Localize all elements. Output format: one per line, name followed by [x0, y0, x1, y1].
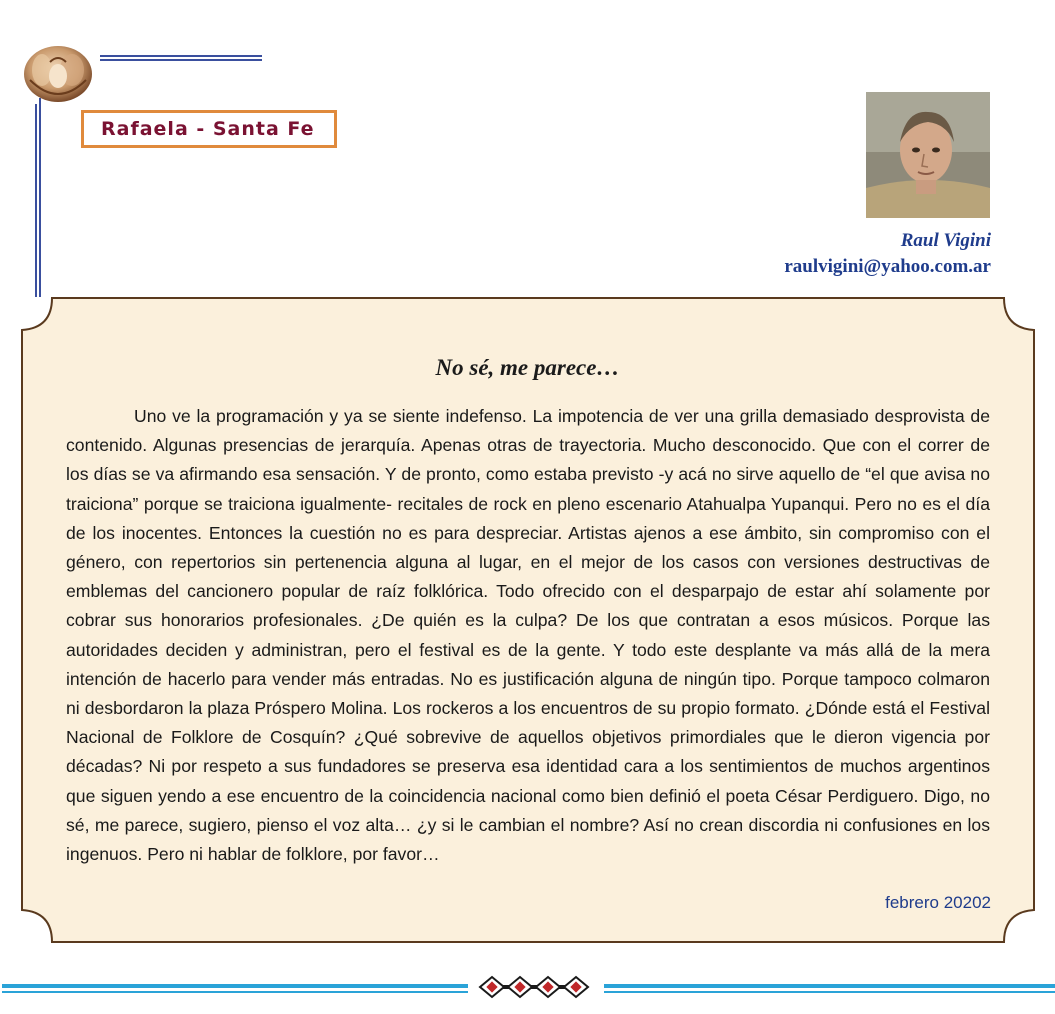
- header-rule-top: [100, 55, 262, 57]
- author-photo: [866, 92, 990, 218]
- footer-rule-left: [2, 984, 468, 988]
- guarda-ornament-icon: [478, 974, 592, 1000]
- article-body: Uno ve la programación y ya se siente indefenso. La impotencia de ver una grilla demasiado desprovista de contenido. Algunas presencias de jerarquía. Apenas otras de trayectoria. Mucho desconocido. Que con el correr de los días se va afirmando esa sensación. Y de pronto, como estaba previsto -y acá no sirve aquello de “el que avisa no traiciona” porque se traiciona igualmente- recitales de rock en pleno escenario Atahualpa Yupanqui. Pero no es el día de los inocentes. Entonces la cuestión no es para despreciar. Artistas ajenos a ese ámbito, sin compromiso con el género, con repertorios sin pertenencia alguna al lugar, en el mejor de los casos con versiones destructivas de emblemas del cancionero popular de raíz folklórica. Todo ofrecido con el desparpajo de estar ahí solamente por cobrar sus honorarios profesionales. ¿De quién es la culpa? De los que contratan a esos músicos. Porque las autoridades deciden y administran, pero el festival es de la gente. Y todo este desplante va más allá de la mera intención de hacerlo para vender más entradas. No es justificación alguna de ningún tipo. Porque tampoco colmaron ni desbordaron la plaza Próspero Molina. Los rockeros a los encuentros de su propio formato. ¿Dónde está el Festival Nacional de Folklore de Cosquín? ¿Qué sobrevive de aquellos objetivos primordiales que le dieron vigencia por décadas? Ni por respeto a sus fundadores se preserva esa identidad cara a los sentimientos de muchos argentinos que siguen yendo a ese encuentro de la coincidencia nacional como bien definió el poeta César Perdiguero. Digo, no sé, me parece, sugiero, pienso el voz alta… ¿y si le cambian el nombre? Así no crean discordia ni confusiones en los ingenuos. Pero ni hablar de folklore, por favor…: [66, 406, 990, 865]
- gourd-logo-icon: [20, 40, 96, 106]
- article-date: febrero 20202: [885, 893, 991, 912]
- location-text: Rafaela - Santa Fe: [101, 118, 315, 140]
- footer-rule-left-thin: [2, 991, 468, 993]
- header-rule-left-2: [39, 98, 41, 297]
- footer-rule-right-thin: [604, 991, 1055, 993]
- author-name: Raul Vigini: [900, 230, 991, 251]
- author-email-link[interactable]: raulvigini@yahoo.com.ar: [784, 256, 991, 277]
- article-title: No sé, me parece…: [435, 355, 620, 380]
- footer-rule-right: [604, 984, 1055, 988]
- location-label: [81, 110, 337, 148]
- header-rule-top-2: [100, 59, 262, 61]
- header-rule-left: [35, 104, 37, 297]
